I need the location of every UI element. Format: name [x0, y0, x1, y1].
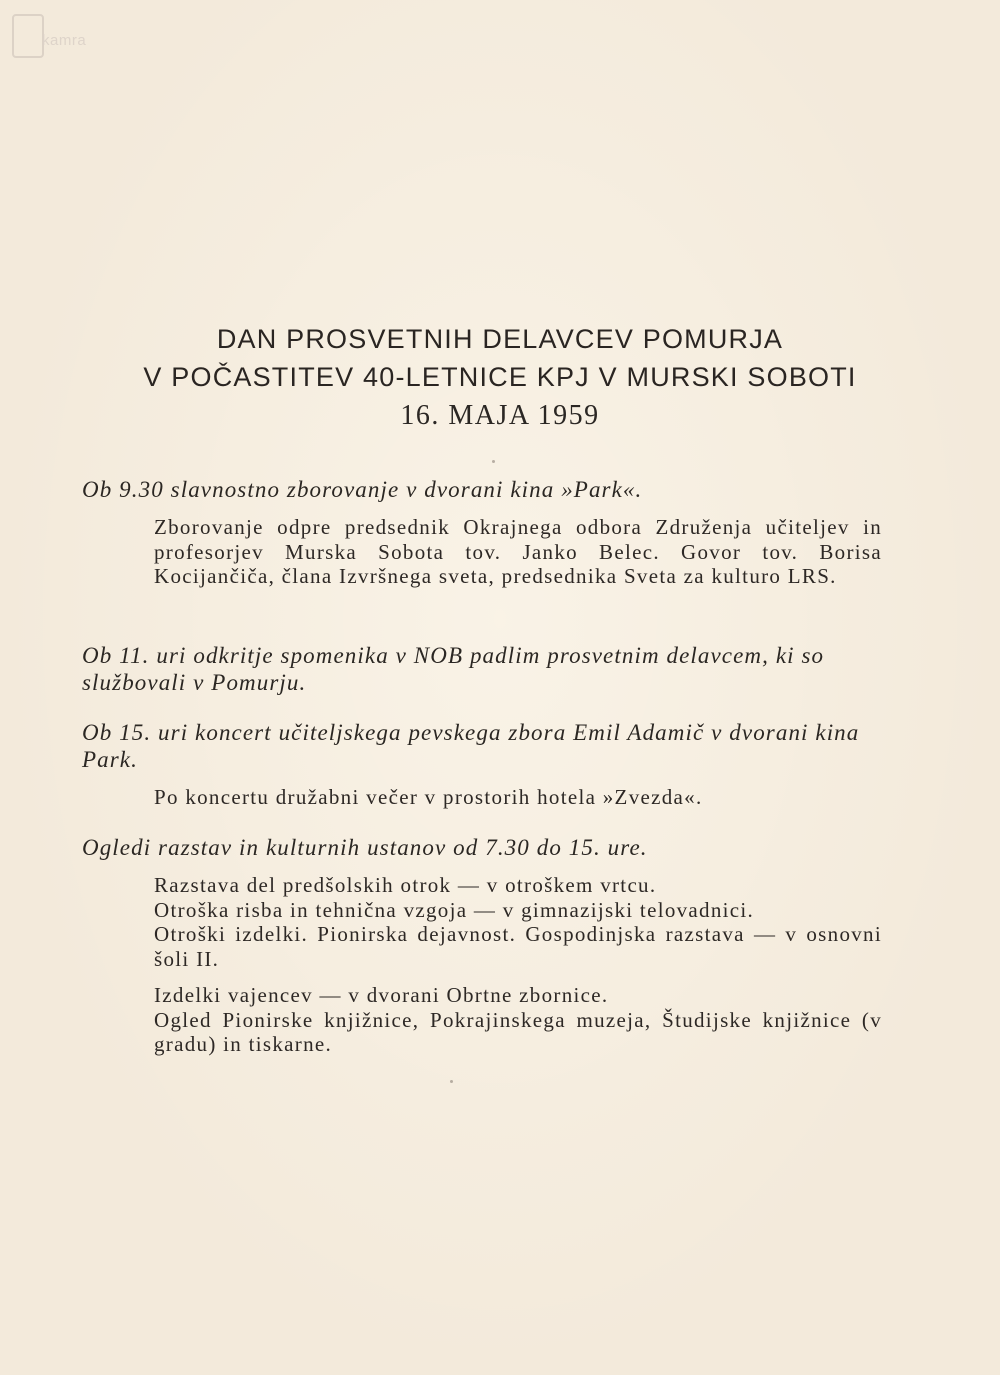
watermark-text: kamra	[42, 32, 87, 49]
program-item-heading: Ob 11. uri odkritje spomenika v NOB padlim prosvetnim delavcem, ki so službovali v Pomurju.	[82, 643, 825, 695]
program-item-2	[82, 642, 882, 696]
program-item-text: Ogled Pionirske knjižnice, Pokrajinskega muzeja, Študijske knjižnice (v gradu) in tiskarne.	[154, 1007, 882, 1056]
paper-speck	[492, 460, 495, 463]
program-item-4	[82, 834, 882, 1057]
program-item-text: Zborovanje odpre predsednik Okrajnega odbora Združenja učiteljev in profesorjev Murska Sobota tov. Janko Belec. Govor tov. Borisa Kocijančiča, člana Izvršnega sveta, predsednika Sveta za kulturo LRS.	[154, 515, 882, 588]
title-line-2: V POČASTITEV 40-LETNICE KPJ V MURSKI SOBOTI	[143, 362, 857, 392]
watermark-logo-icon	[12, 14, 44, 58]
program-item-heading: Ob 9.30 slavnostno zborovanje v dvorani kina »Park«.	[82, 477, 643, 502]
program-item-3	[82, 719, 882, 810]
program-item-heading: Ogledi razstav in kulturnih ustanov od 7.30 do 15. ure.	[82, 835, 648, 860]
program-item-text: Razstava del predšolskih otrok — v otroškem vrtcu.	[154, 873, 657, 897]
program-item-text: Otroška risba in tehnična vzgoja — v gimnazijski telovadnici.	[154, 897, 755, 922]
program-item-text: Izdelki vajencev — v dvorani Obrtne zbornice.	[154, 983, 609, 1007]
program-item-body	[154, 515, 882, 589]
paper-speck	[450, 1080, 453, 1083]
title-date: 16. MAJA 1959	[400, 400, 600, 431]
program-item-body	[154, 873, 882, 1057]
archive-watermark	[8, 10, 118, 58]
program-item-heading: Ob 15. uri koncert učiteljskega pevskega zbora Emil Adamič v dvorani kina Park.	[82, 720, 860, 772]
program-item-text: Otroški izdelki. Pionirska dejavnost. Gospodinjska razstava — v osnovni šoli II.	[154, 922, 882, 971]
program-item-1	[82, 476, 882, 589]
program-item-body	[154, 785, 882, 810]
program-item-text: Po koncertu družabni večer v prostorih hotela »Zvezda«.	[154, 785, 703, 809]
title-line-1: DAN PROSVETNIH DELAVCEV POMURJA	[216, 324, 784, 354]
document-title	[0, 320, 1000, 436]
